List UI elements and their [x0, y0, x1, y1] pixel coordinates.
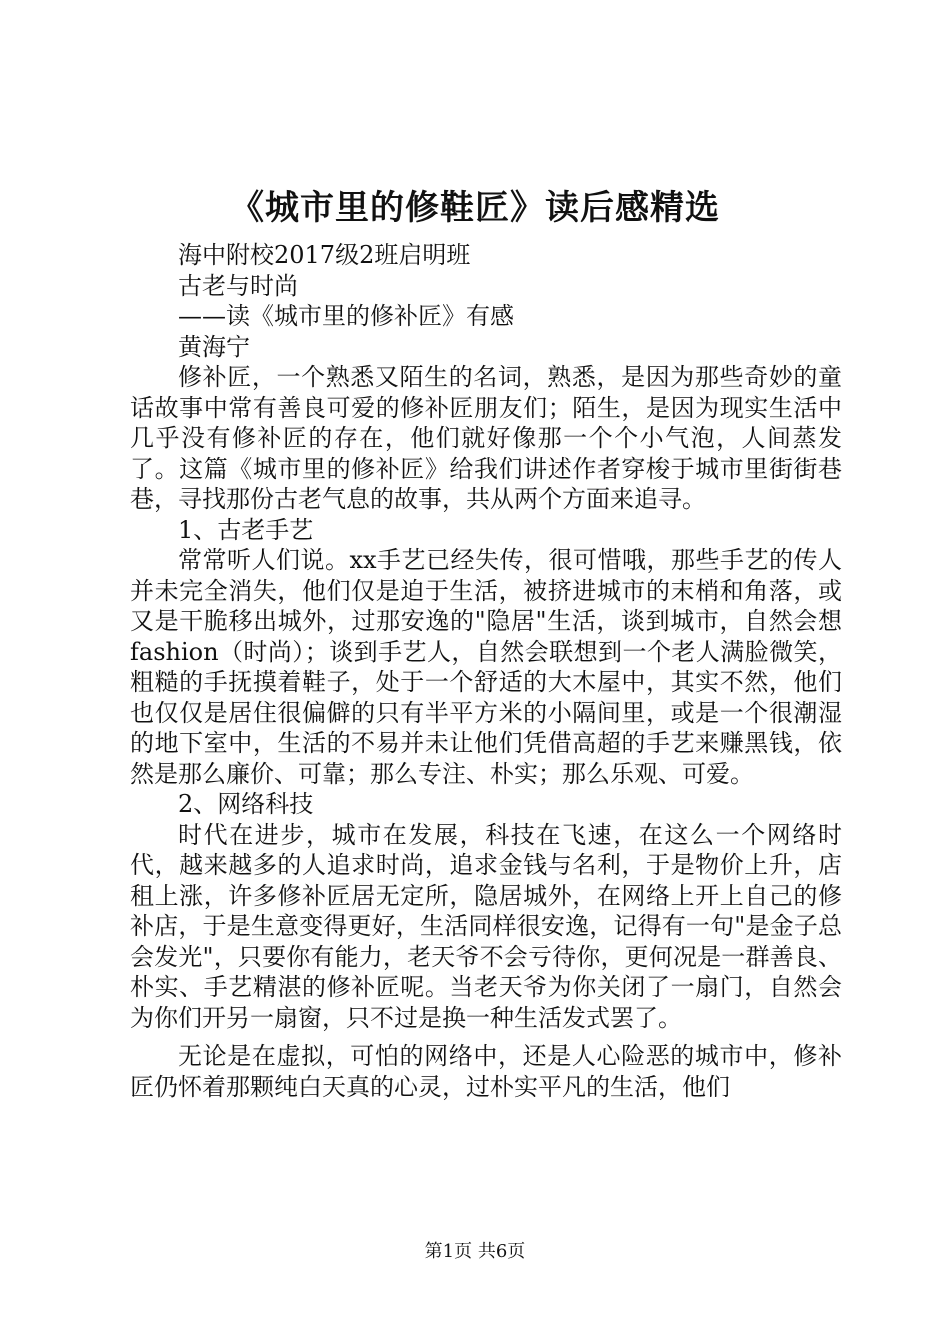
essay-title: 古老与时尚: [178, 271, 298, 300]
section-heading-1: 1、古老手艺: [178, 515, 314, 544]
paragraph-conclusion: 无论是在虚拟，可怕的网络中，还是人心险恶的城市中，修补匠仍怀着那颗纯白天真的心灵，过朴实平凡的生活，他们: [130, 1042, 842, 1101]
essay-subtitle: ——读《城市里的修补匠》有感: [178, 302, 514, 330]
paragraph-section-1: 常常听人们说。xx手艺已经失传，很可惜哦，那些手艺的传人并未完全消失，他们仅是迫于生活，被挤进城市的末梢和角落，或又是干脆移出城外，过那安逸的"隐居"生活，谈到城市，自然会想fashion（时尚）；谈到手艺人，自然会联想到一个老人满脸微笑，粗糙的手抚摸着鞋子，处于一个舒适的大木屋中，其实不然，他们也仅仅是居住很偏僻的只有半平方米的小隔间里，或是一个很潮湿的地下室中，生活的不易并未让他们凭借高超的手艺来赚黑钱，依然是那么廉价、可靠；那么专注、朴实；那么乐观、可爱。: [130, 546, 842, 788]
paragraph-section-2: 时代在进步，城市在发展，科技在飞速，在这么一个网络时代，越来越多的人追求时尚，追求金钱与名利，于是物价上升，店租上涨，许多修补匠居无定所，隐居城外，在网络上开上自己的修补店，于是生意变得更好，生活同样很安逸，记得有一句"是金子总会发光"，只要你有能力，老天爷不会亏待你，更何况是一群善良、朴实、手艺精湛的修补匠呢。当老天爷为你关闭了一扇门，自然会为你们开另一扇窗，只不过是换一种生活发式罢了。: [130, 820, 842, 1032]
author-name: 黄海宁: [178, 332, 250, 361]
section-heading-2: 2、网络科技: [178, 790, 314, 818]
document-title: 《城市里的修鞋匠》读后感精选: [230, 188, 720, 228]
document-body: [130, 210, 842, 1102]
paragraph-intro: 修补匠，一个熟悉又陌生的名词，熟悉，是因为那些奇妙的童话故事中常有善良可爱的修补匠朋友们；陌生，是因为现实生活中几乎没有修补匠的存在，他们就好像那一个个小气泡，人间蒸发了。这篇《城市里的修补匠》给我们讲述作者穿梭于城市里街街巷巷，寻找那份古老气息的故事，共从两个方面来追寻。: [130, 363, 842, 513]
page-footer: 第1页 共6页: [424, 1241, 526, 1262]
class-info: 海中附校2017级2班启明班: [178, 241, 471, 269]
